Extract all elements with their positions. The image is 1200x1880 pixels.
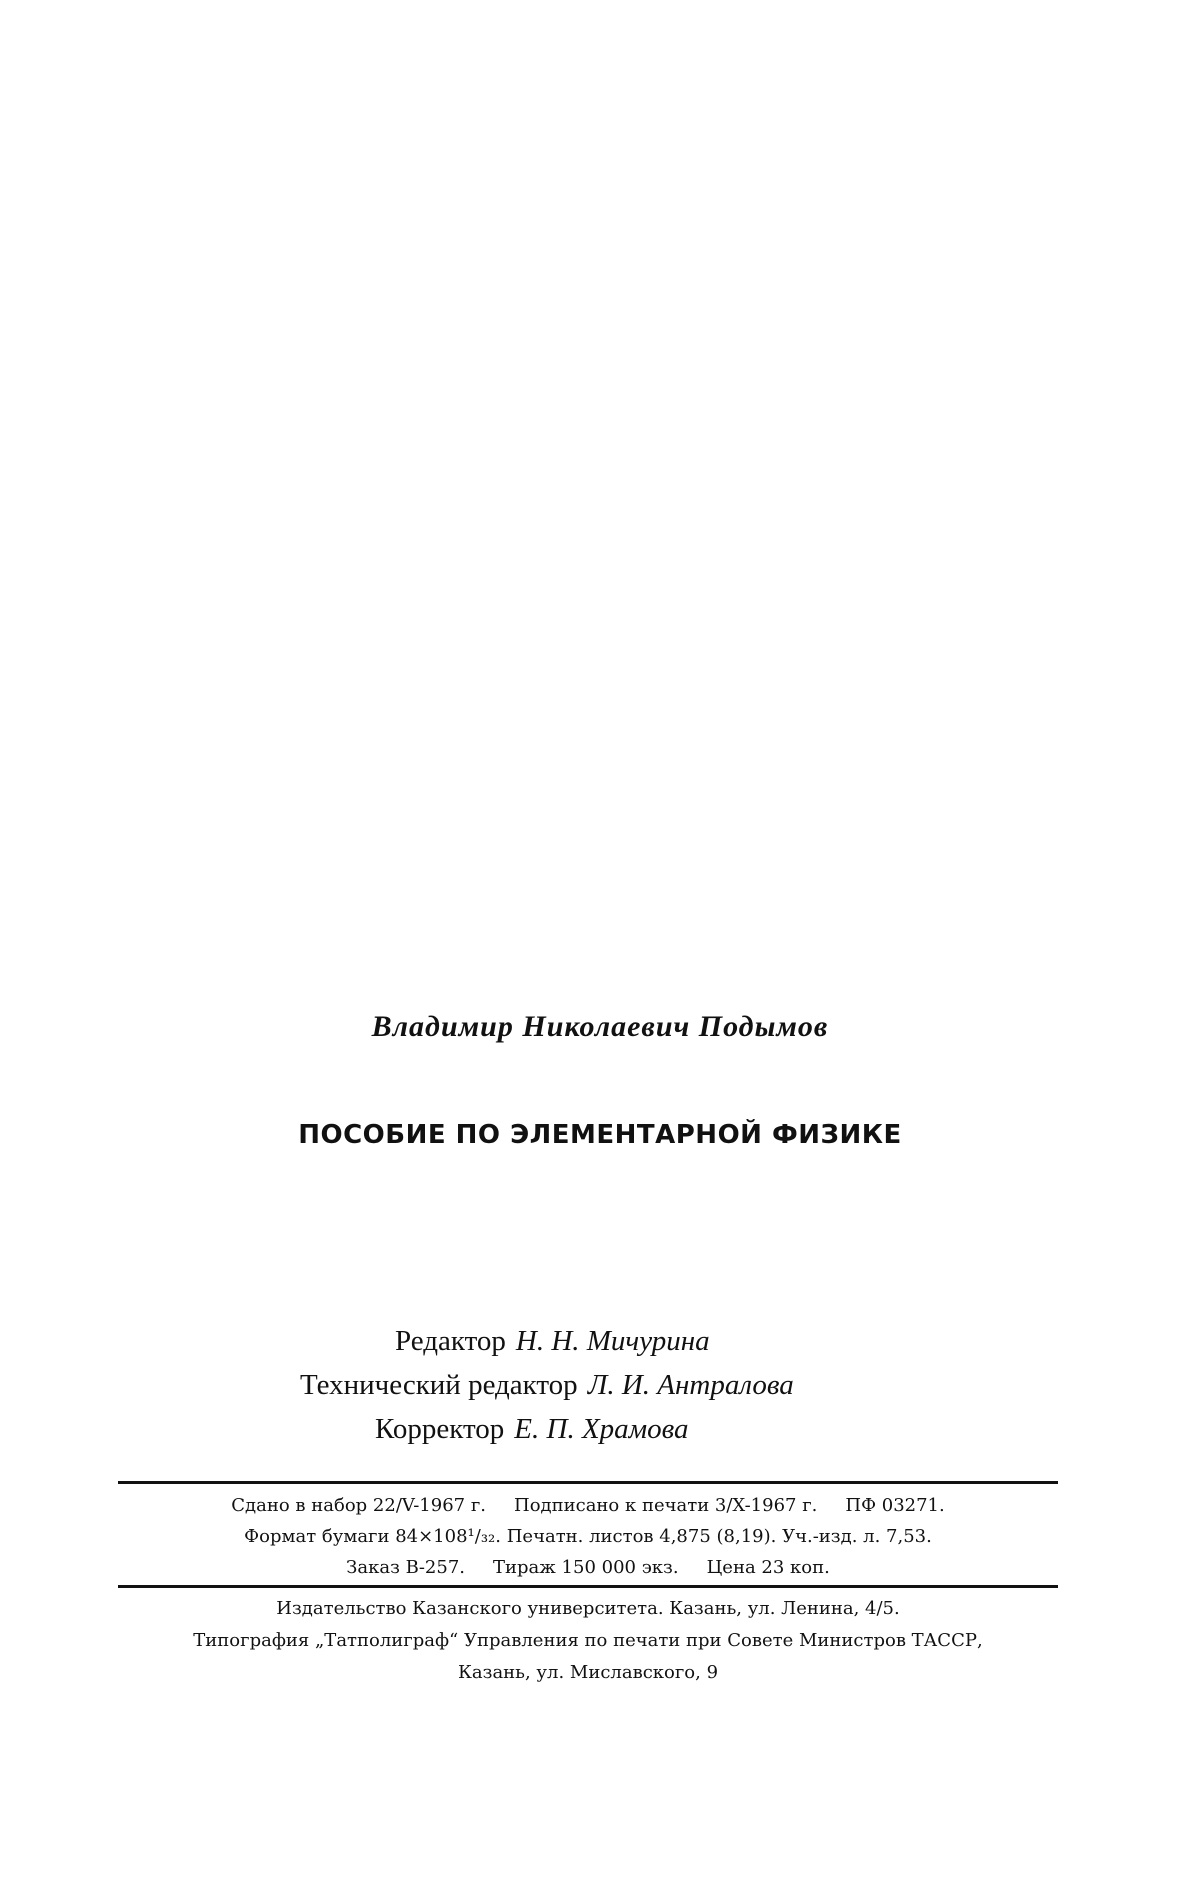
- imprint-code: ПФ 03271.: [845, 1495, 945, 1516]
- credit-person: Е. П. Храмова: [514, 1413, 689, 1445]
- divider-bottom: [118, 1585, 1058, 1588]
- credit-tech-editor: [300, 1369, 794, 1402]
- credit-editor: [395, 1325, 710, 1358]
- imprint-print-run: Тираж 150 000 экз.: [493, 1557, 679, 1578]
- credit-role: Технический редактор: [300, 1369, 578, 1401]
- imprint-sheets: Печатн. листов 4,875 (8,19).: [506, 1526, 777, 1547]
- imprint-order: Заказ В-257.: [346, 1557, 466, 1578]
- imprint-signed-date: Подписано к печати 3/X-1967 г.: [514, 1495, 818, 1516]
- credit-role: Редактор: [395, 1325, 506, 1357]
- credit-person: Л. И. Антралова: [587, 1369, 794, 1401]
- book-title: ПОСОБИЕ ПО ЭЛЕМЕНТАРНОЙ ФИЗИКЕ: [298, 1120, 902, 1150]
- publisher-block: [118, 1593, 1058, 1689]
- imprint-price: Цена 23 коп.: [706, 1557, 830, 1578]
- publisher-line-3: Казань, ул. Миславского, 9: [457, 1662, 719, 1683]
- credit-corrector: [375, 1413, 689, 1446]
- imprint-line-3: [118, 1552, 1058, 1583]
- imprint-block: [118, 1490, 1058, 1583]
- credit-role: Корректор: [375, 1413, 505, 1445]
- credit-person: Н. Н. Мичурина: [515, 1325, 710, 1357]
- author-name: Владимир Николаевич Подымов: [371, 1010, 829, 1043]
- divider-top: [118, 1481, 1058, 1484]
- publisher-line-1: Издательство Казанского университета. Казань, ул. Ленина, 4/5.: [276, 1598, 900, 1619]
- imprint-line-1: [118, 1490, 1058, 1521]
- imprint-set-date: Сдано в набор 22/V-1967 г.: [231, 1495, 486, 1516]
- publisher-line-2: Типография „Татполиграф“ Управления по печати при Совете Министров ТАССР,: [193, 1630, 983, 1651]
- imprint-uch: Уч.-изд. л. 7,53.: [782, 1526, 932, 1547]
- imprint-format: Формат бумаги 84×108¹/₃₂.: [244, 1526, 501, 1547]
- imprint-line-2: [118, 1521, 1058, 1552]
